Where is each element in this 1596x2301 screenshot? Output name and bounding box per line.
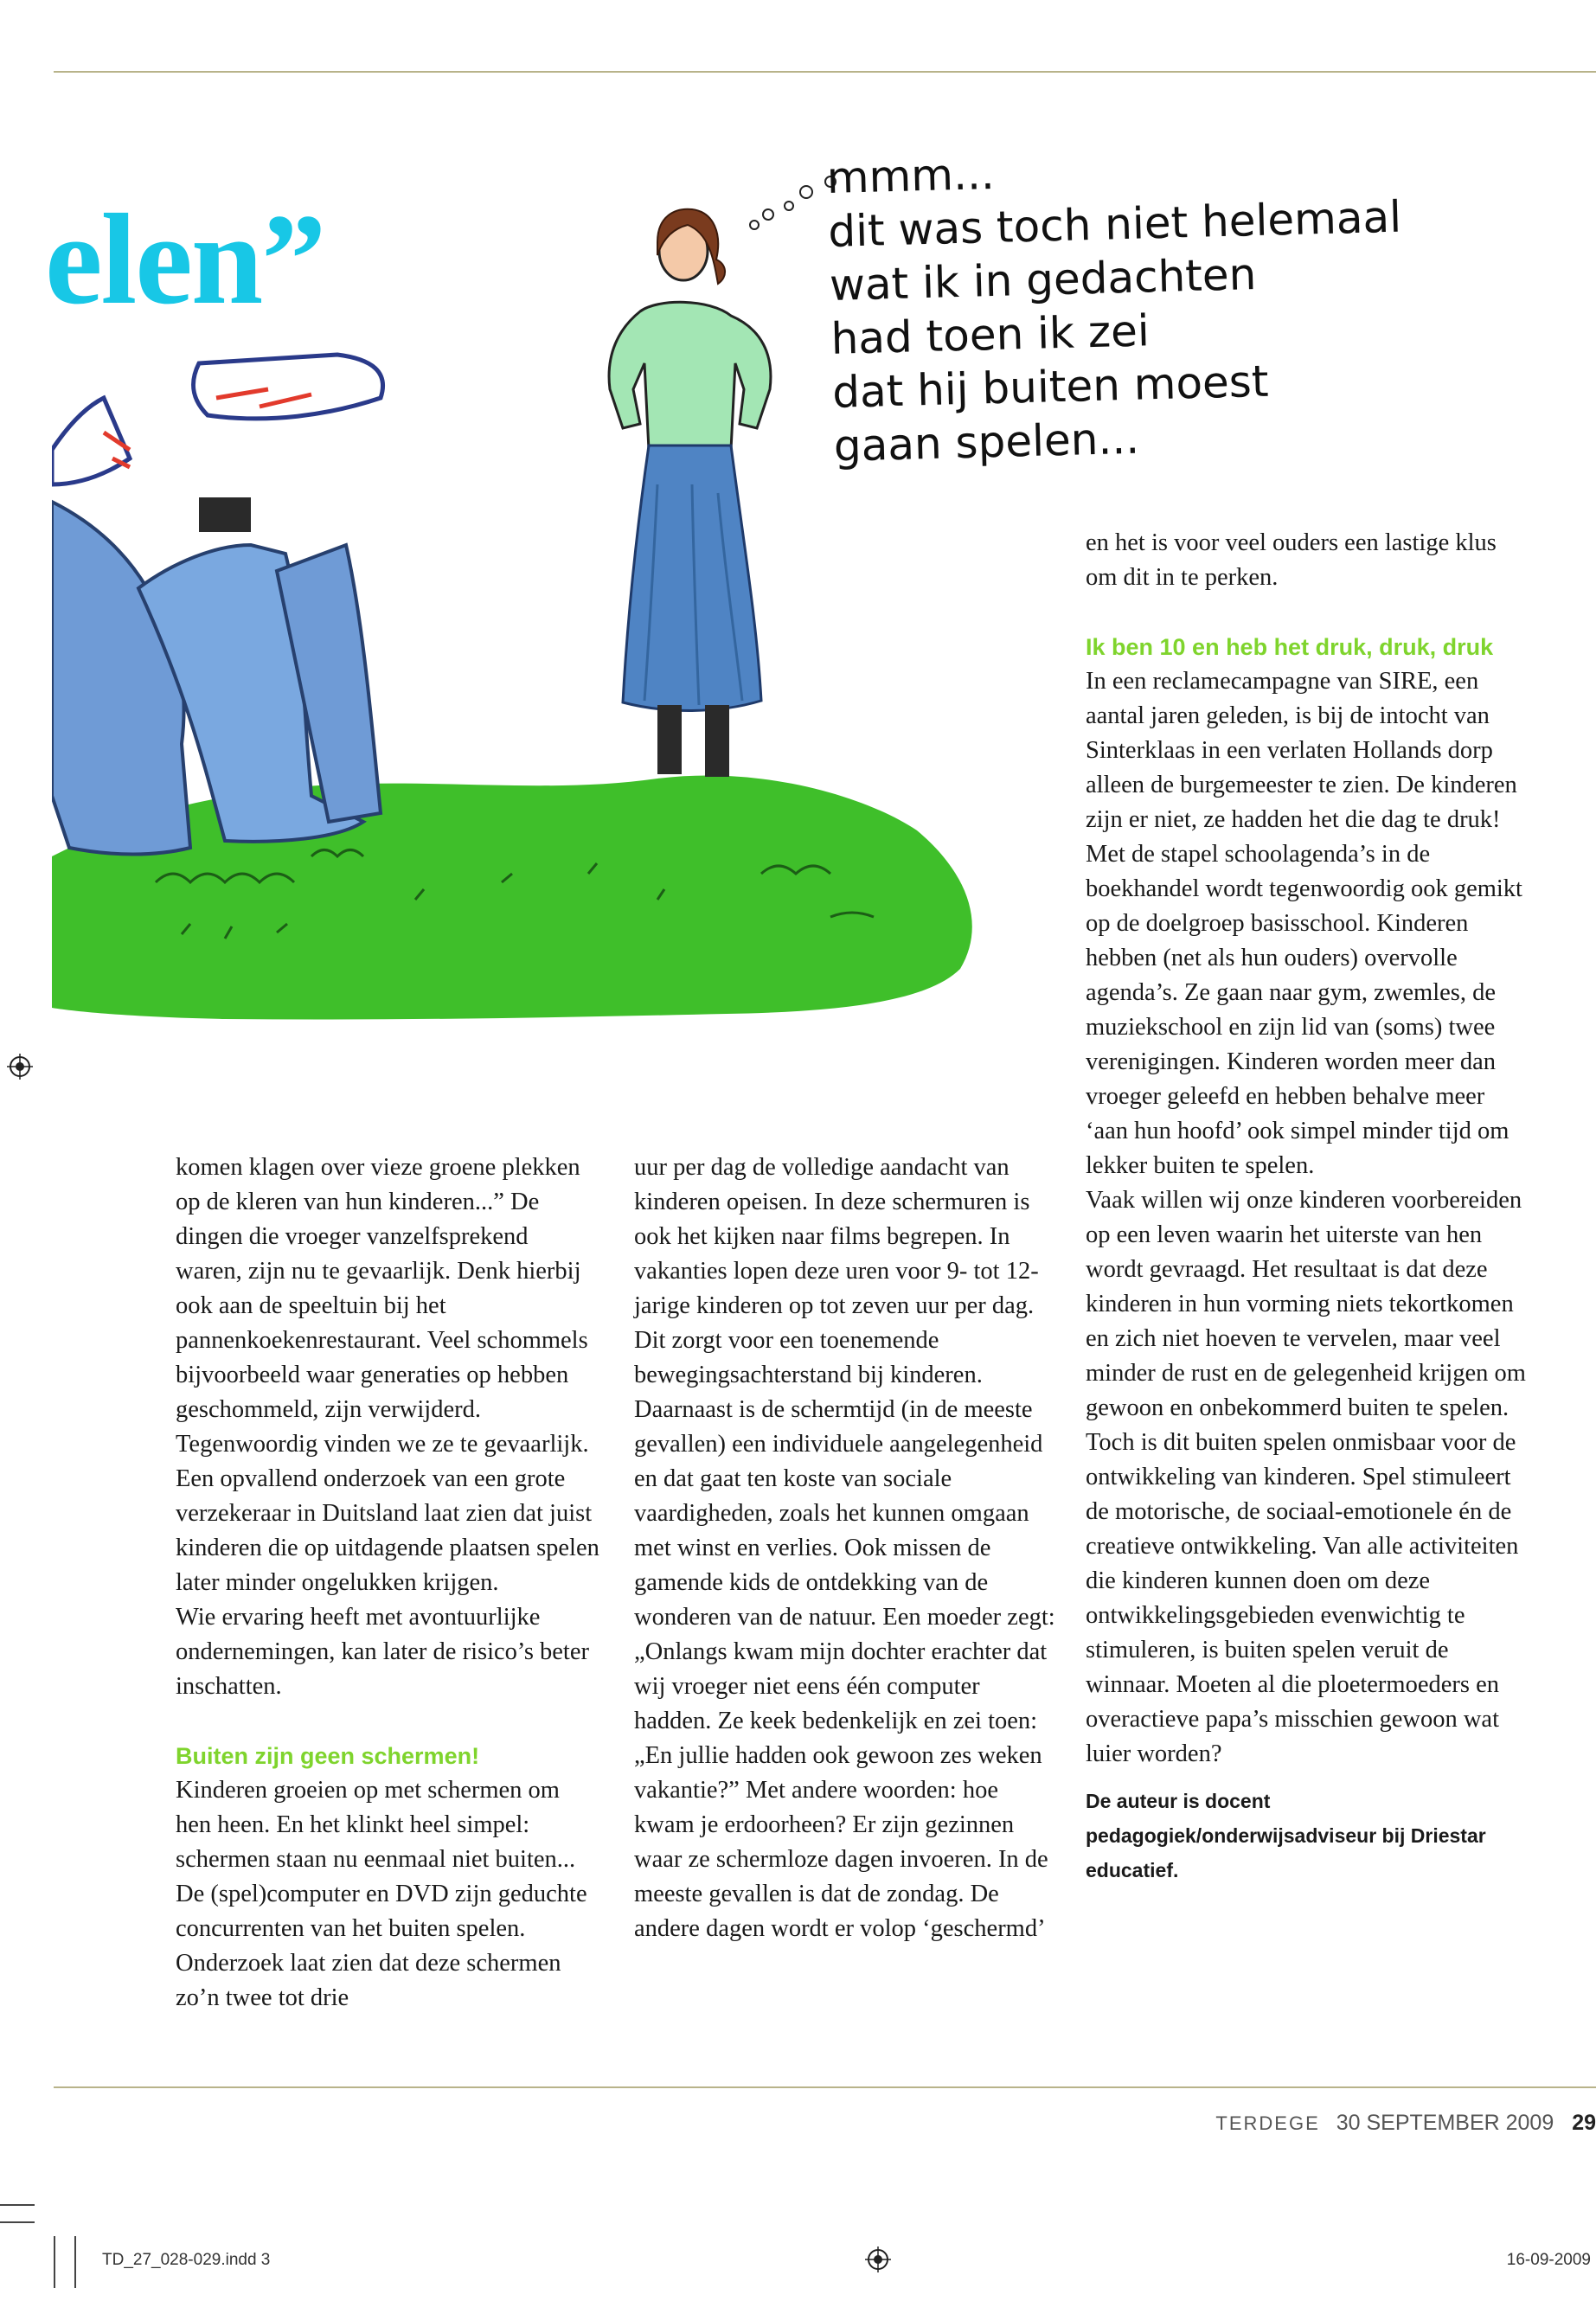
- crop-mark: [0, 2221, 35, 2223]
- thought-line: dat hij buiten moest: [831, 356, 1270, 418]
- woman-legs: [657, 705, 729, 777]
- thought-bubble-dot: [750, 221, 759, 229]
- thought-line: wat ik in gedachten: [829, 249, 1258, 311]
- subheading-screens: Buiten zijn geen schermen!: [176, 1743, 480, 1769]
- child-legs: [52, 502, 190, 855]
- woman-shirt: [609, 302, 771, 450]
- thought-line: had toen ik zei: [830, 305, 1151, 364]
- thought-line: mmm...: [826, 148, 996, 203]
- top-rule: [54, 71, 1596, 73]
- headline-fragment: elen”: [45, 188, 325, 331]
- slug-filename: TD_27_028-029.indd 3: [102, 2251, 271, 2269]
- page-number: 29: [1572, 2111, 1596, 2135]
- paragraph: Daarnaast is de schermtijd (in de meeste gevallen) een individuele aangelegenheid en dat gaat ten koste van sociale vaardigheden, zoals het kunnen omgaan met winst en verlies. Ook missen de gamende kids de ontdekking van de wonderen van de natuur. Een moeder zegt: „Onlangs kwam mijn dochter erachter dat wij vroeger niet eens één computer hadden. Ze keek bedenkelijk en zei toen: „En jullie hadden ook gewoon zes weken vakantie?” Met andere woorden: hoe kwam je erdoorheen? Er zijn gezinnen waar ze schermloze dagen invoeren. In de meeste gevallen is dat de zondag. De andere dagen wordt er volop ‘geschermd’: [634, 1396, 1055, 1942]
- thought-bubble-dot: [763, 209, 773, 220]
- registration-mark-icon: [865, 2247, 891, 2272]
- subheading-busy: Ik ben 10 en heb het druk, druk, druk: [1086, 634, 1494, 660]
- column-2: [634, 1150, 1058, 1946]
- column-1: [176, 1150, 599, 2016]
- author-note: De auteur is docent pedagogiek/onderwijsadviseur bij Driestar educatief.: [1086, 1790, 1486, 1881]
- registration-mark-icon: [7, 1054, 33, 1080]
- bottom-rule: [54, 2086, 1596, 2088]
- thought-line: dit was toch niet helemaal: [827, 191, 1402, 257]
- paragraph: Kinderen groeien op met schermen om hen heen. En het klinkt heel simpel: schermen staan nu eenmaal niet buiten... De (spel)computer en DVD zijn geduchte concurrenten van het buiten spelen. Onderzoek laat zien dat deze schermen zo’n twee tot drie: [176, 1777, 587, 2011]
- page-footer: [1215, 2111, 1596, 2136]
- sneaker: [193, 355, 382, 419]
- column-3: [1086, 526, 1527, 1888]
- crop-mark: [74, 2236, 76, 2288]
- slug-date: 16-09-2009: [1506, 2251, 1591, 2269]
- thought-bubble-dot: [800, 186, 812, 198]
- crop-mark: [0, 2204, 35, 2206]
- paragraph: Wie ervaring heeft met avontuurlijke ondernemingen, kan later de risico’s beter inschatten.: [176, 1604, 589, 1700]
- paragraph: en het is voor veel ouders een lastige klus om dit in te perken.: [1086, 529, 1497, 591]
- magazine-name: TERDEGE: [1215, 2112, 1320, 2134]
- crop-mark: [54, 2236, 55, 2288]
- thought-bubble-dot: [785, 202, 793, 210]
- paragraph: komen klagen over vieze groene plekken op de kleren van hun kinderen...” De dingen die vroeger vanzelfsprekend waren, zijn nu te gevaarlijk. Denk hierbij ook aan de speeltuin bij het pannenkoekenrestaurant. Veel schommels bijvoorbeeld waar generaties op hebben geschommeld, zijn verwijderd. Tegenwoordig vinden we ze te gevaarlijk. Een opvallend onderzoek van een grote verzekeraar in Duitsland laat zien dat juist kinderen die op uitdagende plaatsen spelen later minder ongelukken krijgen.: [176, 1154, 599, 1596]
- thought-line: gaan spelen...: [833, 413, 1140, 471]
- paragraph: Vaak willen wij onze kinderen voorbereiden op een leven waarin het uiterste van hen wordt gevraagd. Het resultaat is dat deze kinderen in hun vorming niets tekortkomen en zich niet hoeven te vervelen, maar veel minder de rust en de gelegenheid krijgen om gewoon en onbekommerd buiten te spelen.: [1086, 1187, 1526, 1421]
- thought-text: [826, 137, 1407, 473]
- paragraph: uur per dag de volledige aandacht van kinderen opeisen. In deze schermuren is ook het kijken naar films begrepen. In vakanties lopen deze uren voor 9- tot 12-jarige kinderen op tot zeven uur per dag. Dit zorgt voor een toenemende bewegingsachterstand bij kinderen.: [634, 1154, 1039, 1388]
- grass: [52, 775, 972, 1019]
- paragraph: In een reclamecampagne van SIRE, een aantal jaren geleden, is bij de intocht van Sinterklaas in een verlaten Hollands dorp alleen de burgemeester te zien. De kinderen zijn er niet, ze hadden het die dag te druk! Met de stapel schoolagenda’s in de boekhandel wordt tegenwoordig ook gemikt op de doelgroep basisschool. Kinderen hebben (net als hun ouders) overvolle agenda’s. Ze gaan naar gym, zwemles, de muziekschool en zijn lid van (soms) twee verenigingen. Kinderen worden meer dan vroeger geleefd en hebben behalve meer ‘aan hun hoofd’ ook simpel minder tijd om lekker buiten te spelen.: [1086, 668, 1522, 1179]
- paragraph: Toch is dit buiten spelen onmisbaar voor de ontwikkeling van kinderen. Spel stimuleert de motorische, de sociaal-emotionele én de creatieve ontwikkeling. Van alle activiteiten die kinderen kunnen doen om deze ontwikkelingsgebieden evenwichtig te stimuleren, is buiten spelen veruit de winnaar. Moeten al die ploetermoeders en overactieve papa’s misschien gewoon wat luier worden?: [1086, 1429, 1519, 1767]
- issue-date: 30 SEPTEMBER 2009: [1336, 2111, 1554, 2135]
